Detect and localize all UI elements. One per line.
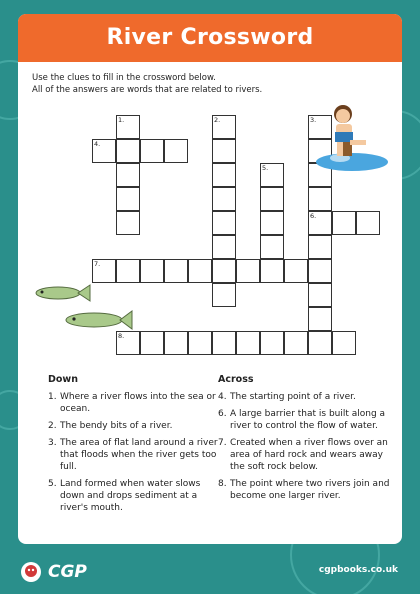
- clue-number-label: 7.: [94, 260, 101, 268]
- instruction-line: All of the answers are words that are related to rivers.: [32, 85, 263, 95]
- clue-number-label: 8.: [118, 332, 125, 340]
- crossword-cell[interactable]: [332, 331, 356, 355]
- down-clues: [48, 374, 218, 519]
- clue-item: [218, 391, 390, 403]
- crossword-cell[interactable]: [308, 259, 332, 283]
- crossword-cell[interactable]: [116, 139, 140, 163]
- crossword-cell[interactable]: [260, 259, 284, 283]
- down-heading: Down: [48, 374, 78, 385]
- clue-item: [48, 478, 218, 514]
- across-heading: Across: [218, 374, 254, 385]
- clue-number-label: 3.: [310, 116, 317, 124]
- clue-item: [48, 391, 218, 415]
- crossword-cell[interactable]: [164, 259, 188, 283]
- crossword-cell[interactable]: [236, 259, 260, 283]
- crossword-cell[interactable]: [164, 331, 188, 355]
- crossword-cell[interactable]: [260, 211, 284, 235]
- clue-text: Land formed when water slows down and drops sediment at a river's mouth.: [60, 479, 201, 513]
- clue-text: Created when a river flows over an area of hard rock and wears away the soft rock below.: [230, 438, 388, 472]
- crossword-cell[interactable]: [332, 211, 356, 235]
- clue-number-label: 4.: [94, 140, 101, 148]
- crossword-cell[interactable]: [308, 283, 332, 307]
- across-clues: [218, 374, 390, 507]
- fish-illustration: [62, 308, 134, 332]
- clue-item: [218, 437, 390, 473]
- clue-number-label: 6.: [310, 212, 317, 220]
- crossword-cell[interactable]: [212, 283, 236, 307]
- crossword-cell[interactable]: [212, 163, 236, 187]
- crossword-cell[interactable]: [212, 331, 236, 355]
- mascot-icon: [20, 561, 42, 583]
- child-paddling-illustration: [310, 102, 390, 174]
- instructions: [32, 72, 362, 96]
- crossword-cell[interactable]: [284, 259, 308, 283]
- clue-text: A large barrier that is built along a river to control the flow of water.: [230, 409, 386, 431]
- logo-text: CGP: [48, 562, 87, 582]
- crossword-cell[interactable]: [140, 259, 164, 283]
- crossword-cell[interactable]: [212, 187, 236, 211]
- clue-number: 1.: [48, 392, 57, 402]
- crossword-cell[interactable]: [260, 187, 284, 211]
- crossword-cell[interactable]: [308, 187, 332, 211]
- clue-number: 5.: [48, 479, 57, 489]
- clue-number: 4.: [218, 392, 227, 402]
- crossword-cell[interactable]: [212, 139, 236, 163]
- clue-number-label: 2.: [214, 116, 221, 124]
- crossword-cell[interactable]: [260, 331, 284, 355]
- clue-item: [218, 478, 390, 502]
- crossword-cell[interactable]: [356, 211, 380, 235]
- crossword-cell[interactable]: [308, 331, 332, 355]
- crossword-cell[interactable]: [116, 187, 140, 211]
- fish-illustration: [32, 282, 92, 304]
- crossword-cell[interactable]: [212, 235, 236, 259]
- crossword-cell[interactable]: [188, 259, 212, 283]
- crossword-cell[interactable]: [308, 235, 332, 259]
- clue-number: 2.: [48, 421, 57, 431]
- clue-number: 8.: [218, 479, 227, 489]
- page-title: River Crossword: [18, 14, 402, 62]
- crossword-cell[interactable]: [140, 139, 164, 163]
- clue-item: [48, 437, 218, 473]
- worksheet-card: [18, 14, 402, 544]
- crossword-cell[interactable]: [140, 331, 164, 355]
- clue-number: 6.: [218, 409, 227, 419]
- clue-item: [48, 420, 218, 432]
- crossword-cell[interactable]: [236, 331, 260, 355]
- crossword-cell[interactable]: [116, 259, 140, 283]
- clue-text: The area of flat land around a river that floods when the river gets too full.: [60, 438, 218, 472]
- crossword-cell[interactable]: [164, 139, 188, 163]
- clue-number-label: 5.: [262, 164, 269, 172]
- clue-text: The starting point of a river.: [230, 392, 356, 402]
- clue-text: The bendy bits of a river.: [60, 421, 173, 431]
- crossword-cell[interactable]: [284, 331, 308, 355]
- clue-number-label: 1.: [118, 116, 125, 124]
- cgp-logo: [20, 560, 87, 584]
- crossword-cell[interactable]: [212, 259, 236, 283]
- crossword-cell[interactable]: [116, 211, 140, 235]
- crossword-cell[interactable]: [308, 307, 332, 331]
- instruction-line: Use the clues to fill in the crossword below.: [32, 73, 216, 83]
- crossword-cell[interactable]: [116, 163, 140, 187]
- website-link[interactable]: cgpbooks.co.uk: [318, 565, 398, 575]
- crossword-cell[interactable]: [188, 331, 212, 355]
- clue-item: [218, 408, 390, 432]
- crossword-cell[interactable]: [212, 211, 236, 235]
- clue-text: Where a river flows into the sea or ocean.: [60, 392, 216, 414]
- crossword-cell[interactable]: [260, 235, 284, 259]
- clue-number: 3.: [48, 438, 57, 448]
- clue-number: 7.: [218, 438, 227, 448]
- clue-text: The point where two rivers join and become one larger river.: [230, 479, 390, 501]
